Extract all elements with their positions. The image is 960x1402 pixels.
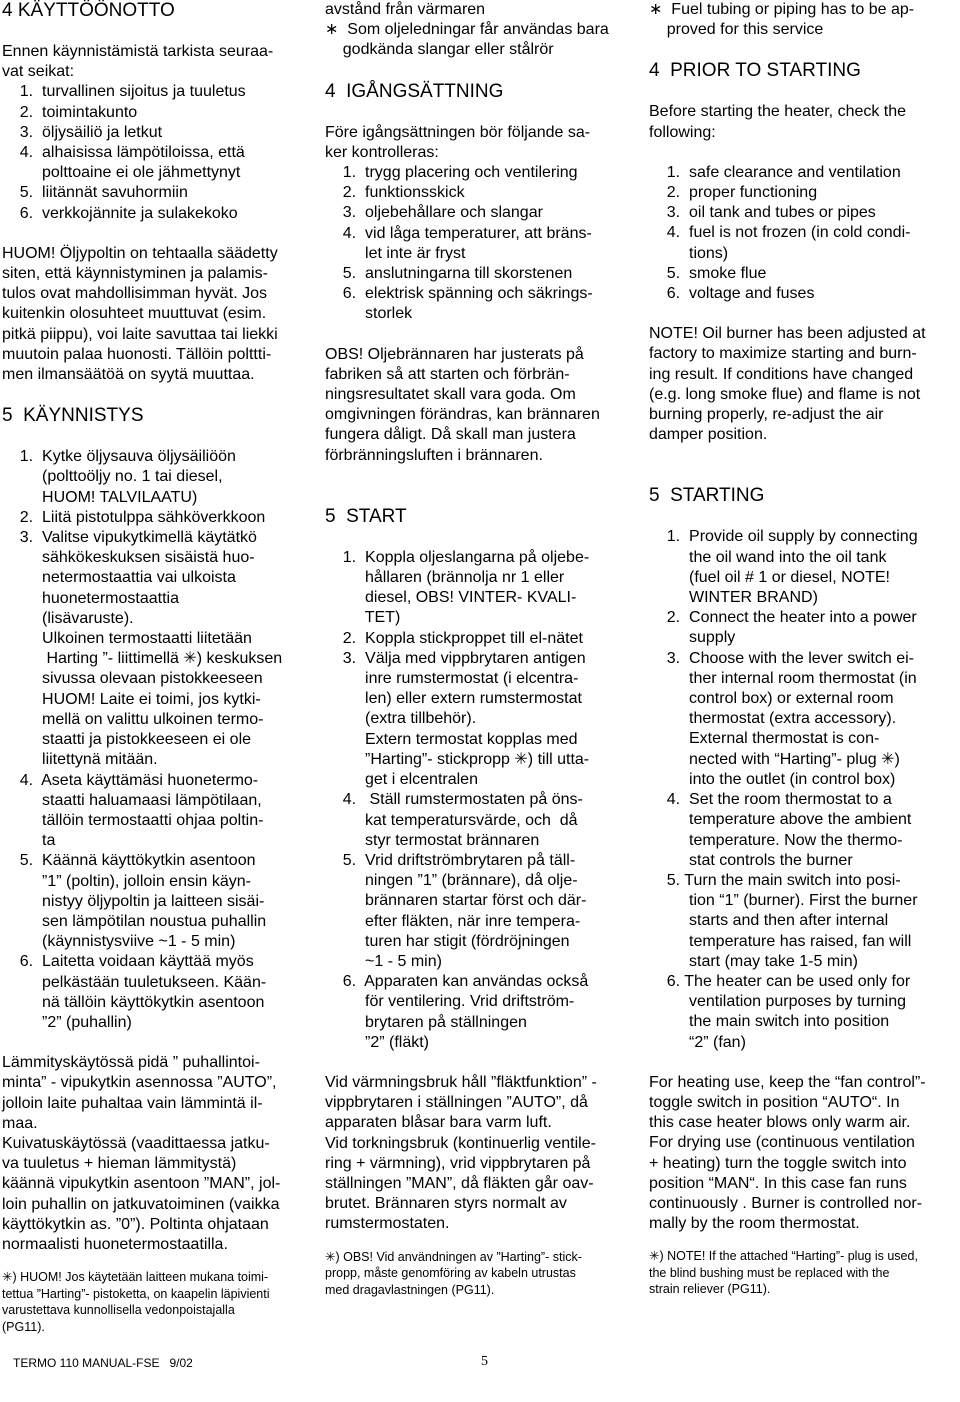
- footer-manual-id: TERMO 110 MANUAL-FSE 9/02: [13, 1356, 193, 1370]
- text-line: efter fläkten, när inre tempera-: [325, 912, 581, 930]
- text-line: brytaren på ställningen: [325, 1013, 527, 1031]
- spacer: [2, 385, 307, 405]
- footnote-line: ✳) OBS! Vid användningen av ”Harting”- stick-: [325, 1249, 582, 1264]
- text-line: styr termostat brännaren: [325, 831, 540, 849]
- text-line: ing result. If conditions have changed: [649, 365, 914, 383]
- text-line: ”1” (poltin), jolloin ensin käyn-: [2, 872, 251, 890]
- text-line: siten, että käynnistyminen ja palamis-: [2, 265, 268, 283]
- text-line: position “MAN“. In this case fan runs: [649, 1174, 907, 1192]
- text-line: ta: [2, 832, 56, 850]
- text-line: va tuuletus + hieman lämmitystä): [2, 1155, 237, 1173]
- text-line: Before starting the heater, check the: [649, 103, 907, 121]
- text-line: toggle switch in position “AUTO“. In: [649, 1093, 900, 1111]
- text-line: 3. Välja med vippbrytaren antigen: [325, 649, 586, 667]
- spacer: [325, 103, 637, 123]
- footnote-line: ✳) NOTE! If the attached “Harting”- plug is used,: [649, 1249, 918, 1264]
- text-line: TET): [325, 609, 401, 627]
- spacer: [649, 465, 957, 485]
- text-line: the oil wand into the oil tank: [649, 548, 887, 566]
- text-line: ther internal room thermostat (in: [649, 669, 917, 687]
- text-line: burning properly, re-adjust the air: [649, 406, 884, 424]
- text-line: storlek: [325, 305, 413, 323]
- footnote-line: propp, måste genomföring av kabeln utrustas: [325, 1266, 576, 1281]
- text-line: käyttökytkin as. ”0”). Poltinta ohjataan: [2, 1215, 269, 1233]
- text-line: diesel, OBS! VINTER- KVALI-: [325, 589, 577, 607]
- footnote-line: strain reliever (PG11).: [649, 1282, 771, 1297]
- text-line: start (may take 1-5 min): [649, 952, 858, 970]
- text-line: the main switch into position: [649, 1013, 890, 1031]
- text-line: loin puhallin on jatkuvatoiminen (vaikka: [2, 1195, 280, 1213]
- text-line: For heating use, keep the “fan control”-: [649, 1073, 926, 1091]
- text-line: ningen ”1” (brännare), då olje-: [325, 872, 578, 890]
- text-line: Vid torkningsbruk (kontinuerlig ventile-: [325, 1134, 596, 1152]
- text-line: 2. toimintakunto: [2, 103, 138, 121]
- text-line: ”2” (puhallin): [2, 1013, 132, 1031]
- spacer: [325, 528, 637, 548]
- text-line: ~1 - 5 min): [325, 952, 442, 970]
- text-line: 1. Kytke öljysauva öljysäiliöön: [2, 448, 236, 466]
- text-line: Extern termostat kopplas med: [325, 730, 578, 748]
- text-line: + heating) turn the toggle switch into: [649, 1154, 907, 1172]
- text-line: apparaten blåsar bara varm luft.: [325, 1114, 552, 1132]
- text-line: brutet. Brännaren styrs normalt av: [325, 1195, 567, 1213]
- text-line: control box) or external room: [649, 690, 894, 708]
- text-line: ker kontrolleras:: [325, 143, 439, 161]
- text-line: muutoin palaa huonosti. Tällöin polttti-: [2, 345, 272, 363]
- text-line: temperature. Now the thermo-: [649, 831, 903, 849]
- text-line: jolloin laite puhaltaa vain lämmintä il-: [2, 1094, 263, 1112]
- spacer: [325, 466, 637, 486]
- text-line: 4. Aseta käyttämäsi huonetermo-: [2, 771, 259, 789]
- text-line: 6. verkkojännite ja sulakekoko: [2, 204, 238, 222]
- footnote-line: med dragavlastningen (PG11).: [325, 1282, 495, 1297]
- text-line: HUOM! Öljypoltin on tehtaalla säädetty: [2, 244, 278, 262]
- text-line: (käynnistysviive ~1 - 5 min): [2, 933, 236, 951]
- text-line: 3. Valitse vipukytkimellä käytätkö: [2, 529, 257, 547]
- text-line: mally by the room thermostat.: [649, 1215, 860, 1233]
- text-line: tulos ovat mahdollisimman hyvät. Jos: [2, 285, 267, 303]
- footnote-line: (PG11).: [2, 1319, 45, 1334]
- text-line: polttoaine ei ole jähmettynyt: [2, 164, 241, 182]
- text-line: 1. Provide oil supply by connecting: [649, 528, 918, 546]
- text-line: (extra tillbehör).: [325, 710, 477, 728]
- text-line: fabriken så att starten och förbrän-: [325, 365, 570, 383]
- page-number: 5: [481, 1354, 488, 1369]
- text-line: 5. smoke flue: [649, 264, 767, 282]
- text-line: this case heater blows only warm air.: [649, 1114, 911, 1132]
- text-line: (fuel oil # 1 or diesel, NOTE!: [649, 568, 890, 586]
- spacer: [2, 1033, 307, 1053]
- spacer: [2, 22, 307, 42]
- text-line: 4. vid låga temperaturer, att bräns-: [325, 224, 592, 242]
- text-line: sen lämpötilan noustua puhallin: [2, 912, 267, 930]
- text-line: damper position.: [649, 426, 768, 444]
- text-line: (e.g. long smoke flue) and flame is not: [649, 385, 921, 403]
- text-line: men ilmansäätöä on syytä muuttaa.: [2, 366, 255, 384]
- text-line: 5. Vrid driftströmbrytaren på täll-: [325, 851, 576, 869]
- text-line: 5. Käännä käyttökytkin asentoon: [2, 852, 256, 870]
- text-line: temperature has raised, fan will: [649, 932, 912, 950]
- text-line: temperature above the ambient: [649, 811, 912, 829]
- text-line: kat temperatursvärde, och då: [325, 811, 578, 829]
- spacer: [649, 82, 957, 102]
- spacer: [325, 325, 637, 345]
- text-line: för ventilering. Vrid driftström-: [325, 993, 575, 1011]
- text-line: len) eller extern rumstermostat: [325, 690, 582, 708]
- text-line: 3. oil tank and tubes or pipes: [649, 204, 876, 222]
- text-line: brännaren startar först och där-: [325, 892, 587, 910]
- text-line: omgivningen förändras, kan brännaren: [325, 406, 600, 424]
- text-line: tion “1” (burner). First the burner: [649, 892, 918, 910]
- spacer: [2, 427, 307, 447]
- text-line: liitettynä mitään.: [2, 751, 158, 769]
- text-line: NOTE! Oil burner has been adjusted at: [649, 325, 926, 343]
- footnote-line: tettua ”Harting”- pistoketta, on kaapelin läpivienti: [2, 1286, 270, 1301]
- text-line: 2. Liitä pistotulppa sähköverkkoon: [2, 508, 266, 526]
- spacer: [649, 143, 957, 163]
- text-line: Kuivatuskäytössä (vaadittaessa jatku-: [2, 1134, 270, 1152]
- text-line: vat seikat:: [2, 63, 75, 81]
- spacer: [2, 1255, 307, 1269]
- text-line: fungera dåligt. Då skall man justera: [325, 426, 576, 444]
- text-line: pitkä piippu), voi laite savuttaa tai liekki: [2, 325, 278, 343]
- text-line: käännä vipukytkin asentoon ”MAN”, jol-: [2, 1175, 281, 1193]
- text-line: 6. elektrisk spänning och säkrings-: [325, 285, 593, 303]
- text-line: 3. öljysäiliö ja letkut: [2, 123, 163, 141]
- text-line: ningsresultatet skall vara goda. Om: [325, 386, 576, 404]
- text-line: 6. Laitetta voidaan käyttää myös: [2, 953, 254, 971]
- spacer: [325, 61, 637, 81]
- text-line: staatti ja pistokkeeseen ei ole: [2, 731, 252, 749]
- text-line: continuously . Burner is controlled nor-: [649, 1194, 923, 1212]
- text-line: into the outlet (in control box): [649, 770, 896, 788]
- text-line: tions): [649, 244, 729, 262]
- english-column: [649, 0, 957, 1298]
- text-line: 3. oljebehållare och slangar: [325, 204, 543, 222]
- text-line: kuitenkin olosuhteet muuttuvat (esim.: [2, 305, 267, 323]
- text-line: minta” - vipukytkin asennossa ”AUTO”,: [2, 1074, 277, 1092]
- text-line: turen har stigit (fördröjningen: [325, 932, 570, 950]
- text-line: “2” (fan): [649, 1033, 746, 1051]
- text-line: 4. alhaisissa lämpötiloissa, että: [2, 144, 245, 162]
- text-line: maa.: [2, 1114, 38, 1132]
- text-line: ställningen ”MAN”, då fläkten går oav-: [325, 1174, 594, 1192]
- text-line: 1. safe clearance and ventilation: [649, 163, 901, 181]
- footnote-line: the blind bushing must be replaced with the: [649, 1265, 890, 1280]
- text-line: staatti haluamaasi lämpötilaan,: [2, 791, 262, 809]
- text-line: HUOM! TALVILAATU): [2, 488, 198, 506]
- text-line: nä tällöin käyttökytkin asentoon: [2, 993, 265, 1011]
- text-line: stat controls the burner: [649, 851, 853, 869]
- text-line: 6. The heater can be used only for: [649, 972, 911, 990]
- text-line: Harting ”- liittimellä ✳) keskuksen: [2, 650, 283, 668]
- text-line: 6. Apparaten kan användas också: [325, 973, 589, 991]
- text-line: 2. Koppla stickproppet till el-nätet: [325, 629, 583, 647]
- text-line: (lisävaruste).: [2, 609, 134, 627]
- spacer: [649, 507, 957, 527]
- text-line: 1. Koppla oljeslangarna på oljebe-: [325, 548, 590, 566]
- text-line: rumstermostaten.: [325, 1215, 450, 1233]
- text-line: starts and then after internal: [649, 912, 889, 930]
- text-line: OBS! Oljebrännaren har justerats på: [325, 345, 584, 363]
- text-line: 1. trygg placering och ventilering: [325, 164, 578, 182]
- text-line: Ennen käynnistämistä tarkista seuraa-: [2, 43, 274, 60]
- text-line: mellä on valittu ulkoinen termo-: [2, 710, 264, 728]
- text-line: vippbrytaren i ställningen ”AUTO”, då: [325, 1094, 588, 1112]
- text-line: ring + värmning), vrid vippbrytaren på: [325, 1154, 591, 1172]
- text-line: 5. Turn the main switch into posi-: [649, 871, 901, 889]
- text-line: factory to maximize starting and burn-: [649, 345, 917, 363]
- text-line: 5. anslutningarna till skorstenen: [325, 265, 573, 283]
- text-line: 4. Ställ rumstermostaten på öns-: [325, 791, 583, 809]
- text-line: Vid värmningsbruk håll ”fläktfunktion” -: [325, 1073, 597, 1091]
- text-line: 2. funktionsskick: [325, 184, 465, 202]
- spacer: [649, 445, 957, 465]
- text-line: hållaren (brännolja nr 1 eller: [325, 569, 565, 587]
- spacer: [649, 1234, 957, 1248]
- text-line: huonetermostaattia: [2, 589, 179, 607]
- text-line: (polttoöljy no. 1 tai diesel,: [2, 468, 223, 486]
- text-line: WINTER BRAND): [649, 589, 818, 607]
- text-line: External thermostat is con-: [649, 730, 880, 748]
- text-line: 2. proper functioning: [649, 184, 818, 202]
- text-line: normaalisti huonetermostaatilla.: [2, 1235, 228, 1253]
- text-line: nistyy öljypoltin ja laitteen sisäi-: [2, 892, 265, 910]
- text-line: get i elcentralen: [325, 771, 478, 789]
- spacer: [2, 224, 307, 244]
- spacer: [649, 304, 957, 324]
- text-line: let inte är fryst: [325, 244, 466, 262]
- text-line: sivussa olevaan pistokkeeseen: [2, 670, 263, 688]
- text-line: ventilation purposes by turning: [649, 993, 907, 1011]
- text-line: 4. Set the room thermostat to a: [649, 791, 892, 809]
- section-heading: 5 KÄYNNISTYS: [2, 405, 144, 427]
- section-heading: 4 PRIOR TO STARTING: [649, 60, 861, 82]
- section-heading: 4 IGÅNGSÄTTNING: [325, 80, 504, 102]
- section-heading: 4 KÄYTTÖÖNOTTO: [2, 0, 175, 21]
- text-line: Ulkoinen termostaatti liitetään: [2, 630, 252, 648]
- text-line: tällöin termostaatti ohjaa poltin-: [2, 811, 264, 829]
- text-line: 1. turvallinen sijoitus ja tuuletus: [2, 83, 246, 101]
- text-line: sähkökeskuksen sisäistä huo-: [2, 549, 255, 567]
- text-line: nected with “Harting”- plug ✳): [649, 750, 900, 768]
- footnote-line: ✳) HUOM! Jos käytetään laitteen mukana toimi-: [2, 1270, 269, 1285]
- text-line: avstånd från värmaren: [325, 1, 486, 18]
- text-line: following:: [649, 123, 716, 141]
- text-line: 6. voltage and fuses: [649, 285, 815, 303]
- text-line: HUOM! Laite ei toimi, jos kytki-: [2, 690, 261, 708]
- finnish-column: [2, 0, 307, 1335]
- spacer: [649, 1053, 957, 1073]
- text-line: proved for this service: [649, 21, 824, 39]
- spacer: [649, 40, 957, 60]
- spacer: [325, 1235, 637, 1249]
- spacer: [325, 486, 637, 506]
- text-line: 4. fuel is not frozen (in cold condi-: [649, 224, 911, 242]
- text-line: thermostat (extra accessory).: [649, 710, 897, 728]
- text-line: Före igångsättningen bör följande sa-: [325, 123, 591, 141]
- footnote-line: varustettava kunnollisella vedonpoistajalla: [2, 1303, 235, 1318]
- text-line: ”Harting”- stickpropp ✳) till utta-: [325, 750, 590, 768]
- spacer: [325, 1053, 637, 1073]
- text-line: netermostaattia vai ulkoista: [2, 569, 236, 587]
- text-line: 2. Connect the heater into a power: [649, 609, 917, 627]
- text-line: ∗ Fuel tubing or piping has to be ap-: [649, 1, 915, 18]
- text-line: förbränningsluften i brännaren.: [325, 446, 543, 464]
- section-heading: 5 START: [325, 505, 407, 527]
- text-line: godkända slangar eller stålrör: [325, 41, 554, 59]
- text-line: pelkästään tuuletukseen. Kään-: [2, 973, 267, 991]
- text-line: supply: [649, 629, 736, 647]
- text-line: ”2” (fläkt): [325, 1033, 430, 1051]
- text-line: 3. Choose with the lever switch ei-: [649, 649, 914, 667]
- text-line: ∗ Som oljeledningar får användas bara: [325, 21, 609, 39]
- text-line: Lämmityskäytössä pidä ” puhallintoi-: [2, 1054, 260, 1072]
- text-line: For drying use (continuous ventilation: [649, 1134, 915, 1152]
- swedish-column: [325, 0, 637, 1298]
- text-line: 5. liitännät savuhormiin: [2, 184, 188, 202]
- text-line: inre rumstermostat (i elcentra-: [325, 670, 579, 688]
- section-heading: 5 STARTING: [649, 485, 765, 507]
